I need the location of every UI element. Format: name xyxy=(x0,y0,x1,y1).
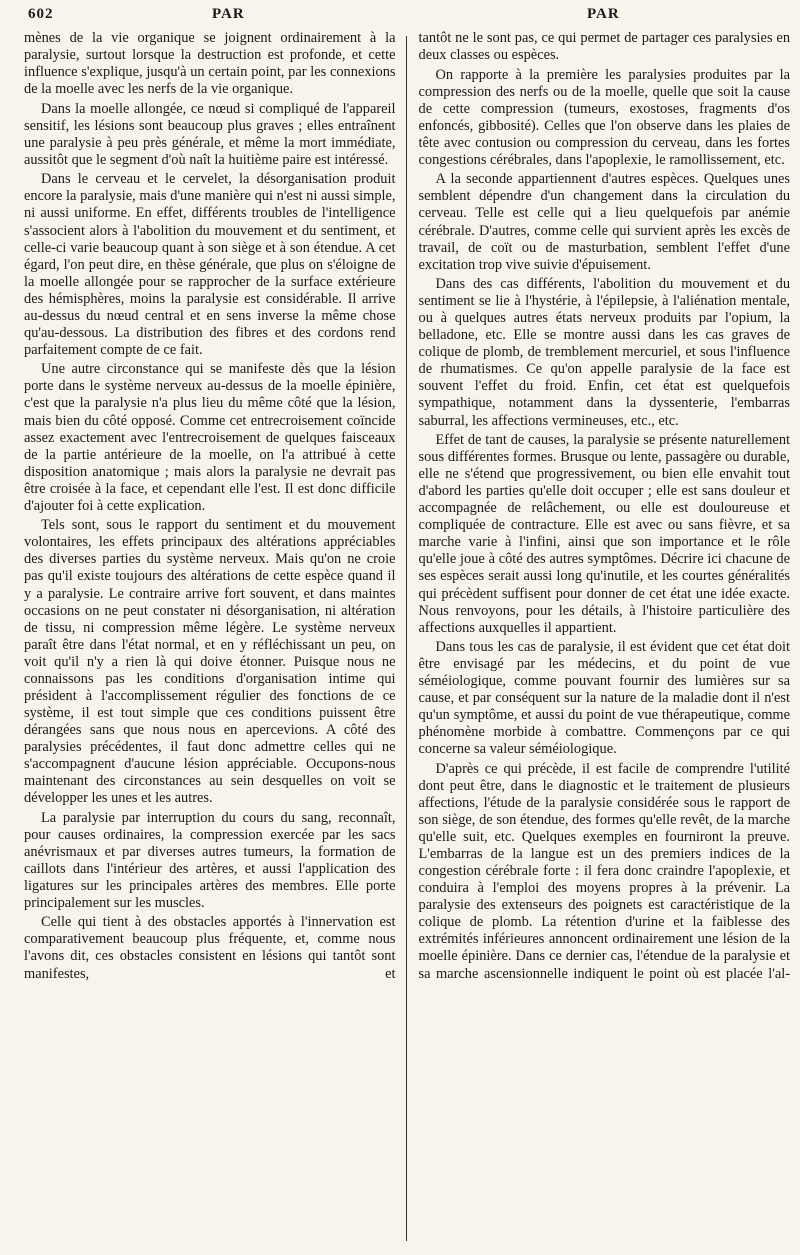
paragraph: Celle qui tient à des obstacles apportés à l'innervation est comparativement beaucoup plus fréquente, et, comme nous l'avons dit, ces obstacles consistent en lésions qui tantôt sont manifestes, et xyxy=(24,914,396,982)
left-running-title: PAR xyxy=(212,6,245,22)
paragraph: Dans tous les cas de paralysie, il est évident que cet état doit être envisagé par les médecins, et du point de vue séméiologique, comme pouvant fournir des lumières sur sa cause, et par conséquent sur la nature de la maladie dont il n'est qu'un symptôme, et aussi du point de vue thérapeutique, comme phénomène morbide à combattre. Commençons par ce qui concerne sa valeur séméiologique. xyxy=(418,639,791,758)
paragraph: Dans le cerveau et le cervelet, la désorganisation produit encore la paralysie, mais d'une manière qui n'est ni aussi simple, ni aussi uniforme. En effet, différents troubles de l'intelligence s'associent alors à l'abolition du mouvement et du sentiment, et celle-ci varie beaucoup quant à son siège et à son étendue. A cet égard, l'on peut dire, en thèse générale, que plus on s'éloigne de la moelle allongée pour se rapprocher de la surface extérieure des hémisphères, moins la paralysie est considérable. Il arrive au-dessus du nœud central et en sens inverse la même chose qu'au-dessous. La distribution des fibres et des cordons rend parfaitement compte de ce fait. xyxy=(24,171,396,358)
running-head xyxy=(24,0,790,30)
paragraph: Dans la moelle allongée, ce nœud si compliqué de l'appareil sensitif, les lésions sont beaucoup plus graves ; elles entraînent une paralysie à peu près générale, et même la mort immédiate, aussitôt que le segment d'où naît la huitième paire est intéressé. xyxy=(24,100,396,168)
right-column xyxy=(407,30,791,1241)
paragraph: mènes de la vie organique se joignent ordinairement à la paralysie, surtout lorsque la destruction est profonde, et cette influence s'explique, jusqu'à un certain point, par les connexions de la moelle avec les nerfs de la vie organique. xyxy=(24,30,396,98)
paragraph: D'après ce qui précède, il est facile de comprendre l'utilité dont peut être, dans le diagnostic et le traitement de plusieurs affections, l'étude de la paralysie considérée sous le rapport de son siège, de son étendue, des formes qu'elle revêt, de la marche qu'elle suit, etc. Quelques exemples en fourniront la preuve. L'embarras de la langue est un des premiers indices de la congestion cérébrale forte : il fera donc craindre l'apoplexie, et conduira à l'emploi des moyens propres à la prévenir. La paralysie des extenseurs des poignets est caractéristique de la colique de plomb. La rétention d'urine et la faiblesse des extrémités inférieures annoncent ordinairement une lésion de la moelle épinière. Dans ce dernier cas, l'étendue de la paralysie et sa marche ascensionnelle indiquent le point où est placée l'al- xyxy=(418,760,791,982)
paragraph: Effet de tant de causes, la paralysie se présente naturellement sous différentes formes. Brusque ou lente, passagère ou durable, elle ne s'étend que progressivement, ou bien elle envahit tout d'abord les parties qu'elle doit occuper ; elle est sans douleur et accompagnée de relâchement, ou elle est douloureuse et compliquée de contracture. Elle est avec ou sans fièvre, et sa marche varie à l'infini, ainsi que son importance et le rôle qu'elle joue à côté des autres symptômes. Décrire ici chacune de ses espèces serait aussi long qu'inutile, et les courtes généralités qui précèdent suffisent pour donner de cet état une idée exacte. Nous renvoyons, pour les détails, à l'histoire particulière des affections auxquelles il appartient. xyxy=(418,432,791,636)
paragraph: Dans des cas différents, l'abolition du mouvement et du sentiment se lie à l'hystérie, à l'épilepsie, à l'aliénation mentale, ou à quelques autres états nerveux produits par l'opium, la belladone, etc. Elle se montre aussi dans les cas graves de colique de plomb, de tremblement mercuriel, et sous l'influence de rhumatismes. Ce qu'on appelle paralysie de la face est souvent l'effet du froid. Enfin, cet état est quelquefois sympathique, notamment dans la dyssenterie, l'embarras saburral, les affections vermineuses, etc., etc. xyxy=(418,276,791,429)
left-column xyxy=(24,30,406,1241)
paragraph: On rapporte à la première les paralysies produites par la compression des nerfs ou de la moelle, quelle que soit la cause de cette compression (tumeurs, exostoses, fragments d'os enfoncés, gibbosité). Celles que l'on observe dans les plaies de tête avec contusion ou compression du cerveau, dans les fortes congestions cérébrales, dans l'apoplexie, le ramollissement, etc. xyxy=(418,66,791,168)
paragraph: Une autre circonstance qui se manifeste dès que la lésion porte dans le système nerveux au-dessus de la moelle épinière, c'est que la paralysie n'a plus lieu du même côté que la lésion, mais bien du côté opposé. Comme cet entrecroisement coïncide assez exactement avec l'entrecroisement de quelques faisceaux de la partie antérieure de la moelle, on l'a attribué à cette disposition anatomique ; mais alors la paralysie ne devrait pas être croisée à la face, et cependant elle l'est. Il est donc difficile d'ajouter foi à cette explication. xyxy=(24,361,396,514)
text-columns xyxy=(24,30,790,1241)
paragraph: A la seconde appartiennent d'autres espèces. Quelques unes semblent dépendre d'un changement dans la circulation du cerveau. Telle est celle qui a lieu quelquefois par anémie cérébrale. D'autres, comme celle qui survient après les excès de travail, de coït ou de masturbation, semblent l'effet d'une excitation trop vive suivie d'épuisement. xyxy=(418,171,791,273)
paragraph: Tels sont, sous le rapport du sentiment et du mouvement volontaires, les effets principaux des altérations appréciables des diverses parties du système nerveux. Mais qu'on ne croie pas qu'il existe toujours des altérations de cette espèce quand il y a paralysie. Le contraire arrive fort souvent, et dans maintes occasions on ne peut constater ni désorganisation, ni altération de tissu, ni compression même légère. Le système nerveux paraît être dans l'état normal, et en y réfléchissant un peu, on voit qu'il n'y a rien là qui doive étonner. Puisque nous ne connaissons pas les conditions d'organisation intime qui président à l'accomplissement régulier des fonctions de ce système, il est tout simple que ces conditions puissent être dérangées sans que nous nous en apercevions. A côté des paralysies précédentes, il faut donc admettre celles qui ne s'accompagnent d'aucune lésion appréciable. Occupons-nous maintenant des circonstances au sein desquelles on voit se développer les unes et les autres. xyxy=(24,517,396,807)
page-number: 602 xyxy=(28,6,54,22)
paragraph: tantôt ne le sont pas, ce qui permet de partager ces paralysies en deux classes ou espèces. xyxy=(418,30,791,64)
right-running-title: PAR xyxy=(587,6,620,22)
paragraph: La paralysie par interruption du cours du sang, reconnaît, pour causes ordinaires, la compression exercée par les sacs anévrismaux et par diverses autres tumeurs, la formation de caillots dans l'intérieur des artères, et aussi l'application des ligatures sur les principales artères des membres. Elle porte principalement sur les muscles. xyxy=(24,809,396,911)
